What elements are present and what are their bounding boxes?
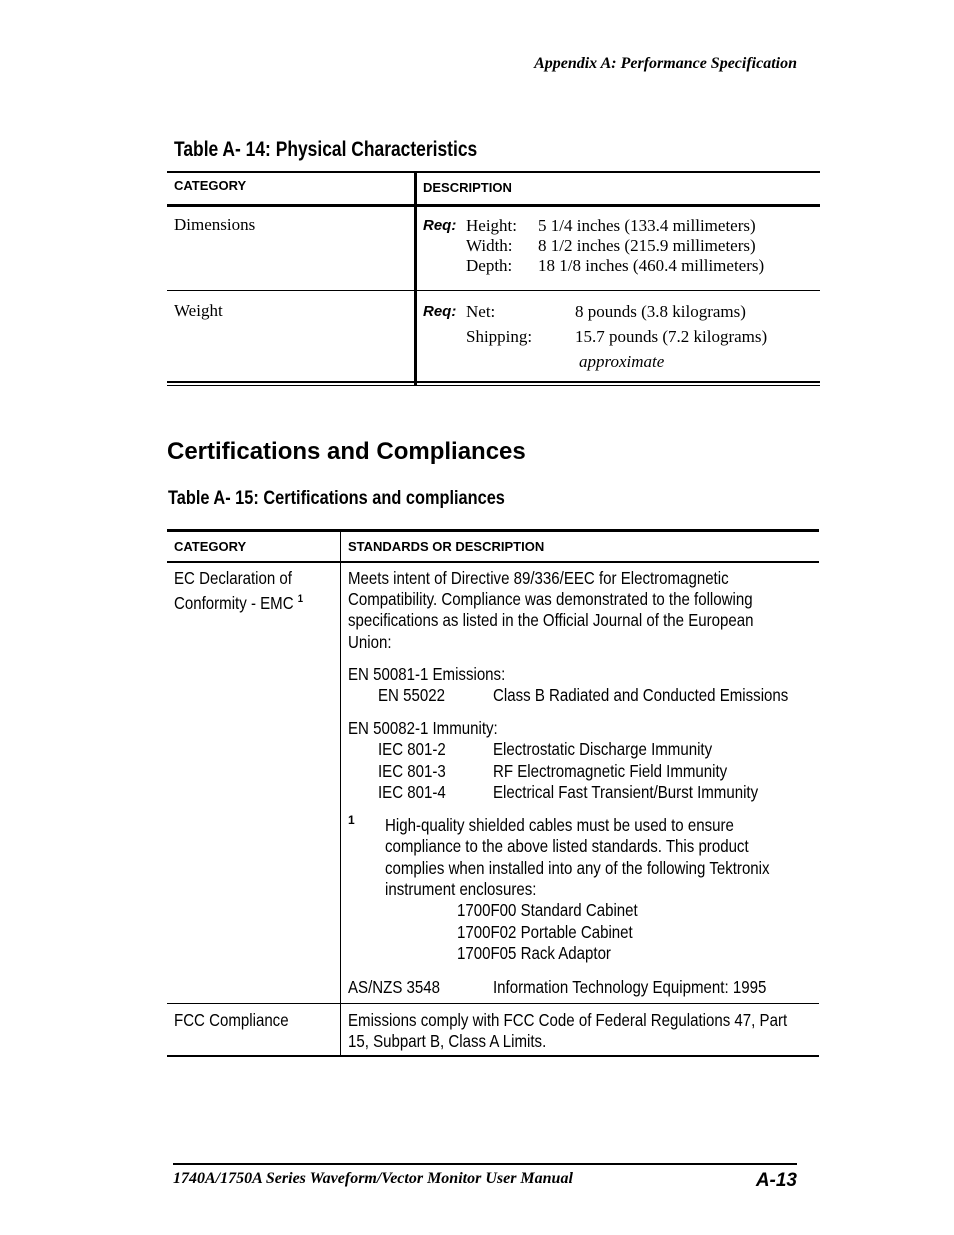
- table-a14-bottom-rule-1: [167, 381, 820, 383]
- ec-category-text: Conformity - EMC: [174, 592, 294, 613]
- table-a15-bottom-rule: [167, 1055, 819, 1057]
- fcc-line-1: Emissions comply with FCC Code of Federal Regulations 47, Part: [348, 1010, 788, 1030]
- enclosure-3: 1700F05 Rack Adaptor: [457, 943, 611, 963]
- page-number: A-13: [755, 1170, 797, 1191]
- table-a15-row-rule: [167, 1003, 819, 1004]
- footer-rule: [173, 1163, 797, 1165]
- table-a15-caption: Table A- 15: Certifications and compliances: [168, 488, 505, 509]
- immunity-std-2: IEC 801-3: [378, 761, 446, 781]
- table-a14-caption: Table A- 14: Physical Characteristics: [174, 138, 478, 161]
- ec-category-line1: EC Declaration of: [174, 568, 292, 588]
- running-header: Appendix A: Performance Specification: [534, 55, 797, 72]
- table-a14-header-rule: [167, 204, 820, 207]
- weight-shipping-value: 15.7 pounds (7.2 kilograms): [575, 327, 768, 346]
- immunity-desc-1: Electrostatic Discharge Immunity: [493, 739, 713, 759]
- ec-intro-line-2: Compatibility. Compliance was demonstrated to the following: [348, 589, 753, 609]
- table-a15-header-rule: [167, 561, 819, 563]
- table-a14-row-rule: [167, 290, 820, 291]
- weight-net-label: Net:: [466, 302, 496, 321]
- ec-intro-line-4: Union:: [348, 632, 392, 652]
- table-a14-column-divider: [414, 173, 417, 385]
- weight-category: Weight: [174, 301, 223, 320]
- immunity-std-1: IEC 801-2: [378, 739, 446, 759]
- footnote-line-3: complies when installed into any of the following Tektronix: [385, 858, 770, 878]
- dimensions-depth-value: 18 1/8 inches (460.4 millimeters): [538, 256, 765, 275]
- ec-footnote-marker: 1: [297, 593, 304, 605]
- table-a15-col-description: STANDARDS OR DESCRIPTION: [348, 539, 545, 554]
- footnote-number: 1: [348, 813, 355, 827]
- table-a15-col-category: CATEGORY: [174, 539, 247, 554]
- table-a14-bottom-rule-2: [167, 385, 820, 386]
- dimensions-width-value: 8 1/2 inches (215.9 millimeters): [538, 236, 756, 255]
- dimensions-height-value: 5 1/4 inches (133.4 millimeters): [538, 216, 756, 235]
- immunity-heading: EN 50082-1 Immunity:: [348, 718, 498, 738]
- asnzs-std: AS/NZS 3548: [348, 977, 441, 997]
- dimensions-req-label: Req:: [423, 217, 457, 234]
- dimensions-width-label: Width:: [466, 236, 513, 255]
- footnote-line-4: instrument enclosures:: [385, 879, 537, 899]
- table-a15-column-divider: [340, 532, 341, 1056]
- footnote-line-2: compliance to the above listed standards. This product: [385, 836, 749, 856]
- weight-net-value: 8 pounds (3.8 kilograms): [575, 302, 746, 321]
- footer-title: 1740A/1750A Series Waveform/Vector Monitor User Manual: [173, 1170, 573, 1187]
- table-a14-col-category: CATEGORY: [174, 178, 247, 193]
- fcc-category: FCC Compliance: [174, 1010, 289, 1030]
- emissions-heading: EN 50081-1 Emissions:: [348, 664, 506, 684]
- ec-intro-line-3: specifications as listed in the Official Journal of the European: [348, 610, 754, 630]
- weight-shipping-label: Shipping:: [466, 327, 533, 346]
- enclosure-2: 1700F02 Portable Cabinet: [457, 922, 633, 942]
- weight-req-label: Req:: [423, 303, 457, 320]
- immunity-desc-2: RF Electromagnetic Field Immunity: [493, 761, 728, 781]
- table-a14-col-description: DESCRIPTION: [423, 180, 512, 195]
- emissions-desc: Class B Radiated and Conducted Emissions: [493, 685, 789, 705]
- dimensions-depth-label: Depth:: [466, 256, 513, 275]
- immunity-desc-3: Electrical Fast Transient/Burst Immunity: [493, 782, 759, 802]
- ec-intro-line-1: Meets intent of Directive 89/336/EEC for Electromagnetic: [348, 568, 729, 588]
- section-title: Certifications and Compliances: [167, 438, 526, 465]
- enclosure-1: 1700F00 Standard Cabinet: [457, 900, 638, 920]
- footnote-line-1: High-quality shielded cables must be used to ensure: [385, 815, 734, 835]
- weight-note: approximate: [579, 352, 665, 371]
- table-a15-top-rule: [167, 529, 819, 532]
- immunity-std-3: IEC 801-4: [378, 782, 446, 802]
- dimensions-height-label: Height:: [466, 216, 517, 235]
- ec-category-line2: [174, 589, 303, 614]
- fcc-line-2: 15, Subpart B, Class A Limits.: [348, 1031, 547, 1051]
- asnzs-desc: Information Technology Equipment: 1995: [493, 977, 767, 997]
- table-a14-top-rule: [167, 171, 820, 173]
- emissions-std: EN 55022: [378, 685, 445, 705]
- dimensions-category: Dimensions: [174, 215, 256, 234]
